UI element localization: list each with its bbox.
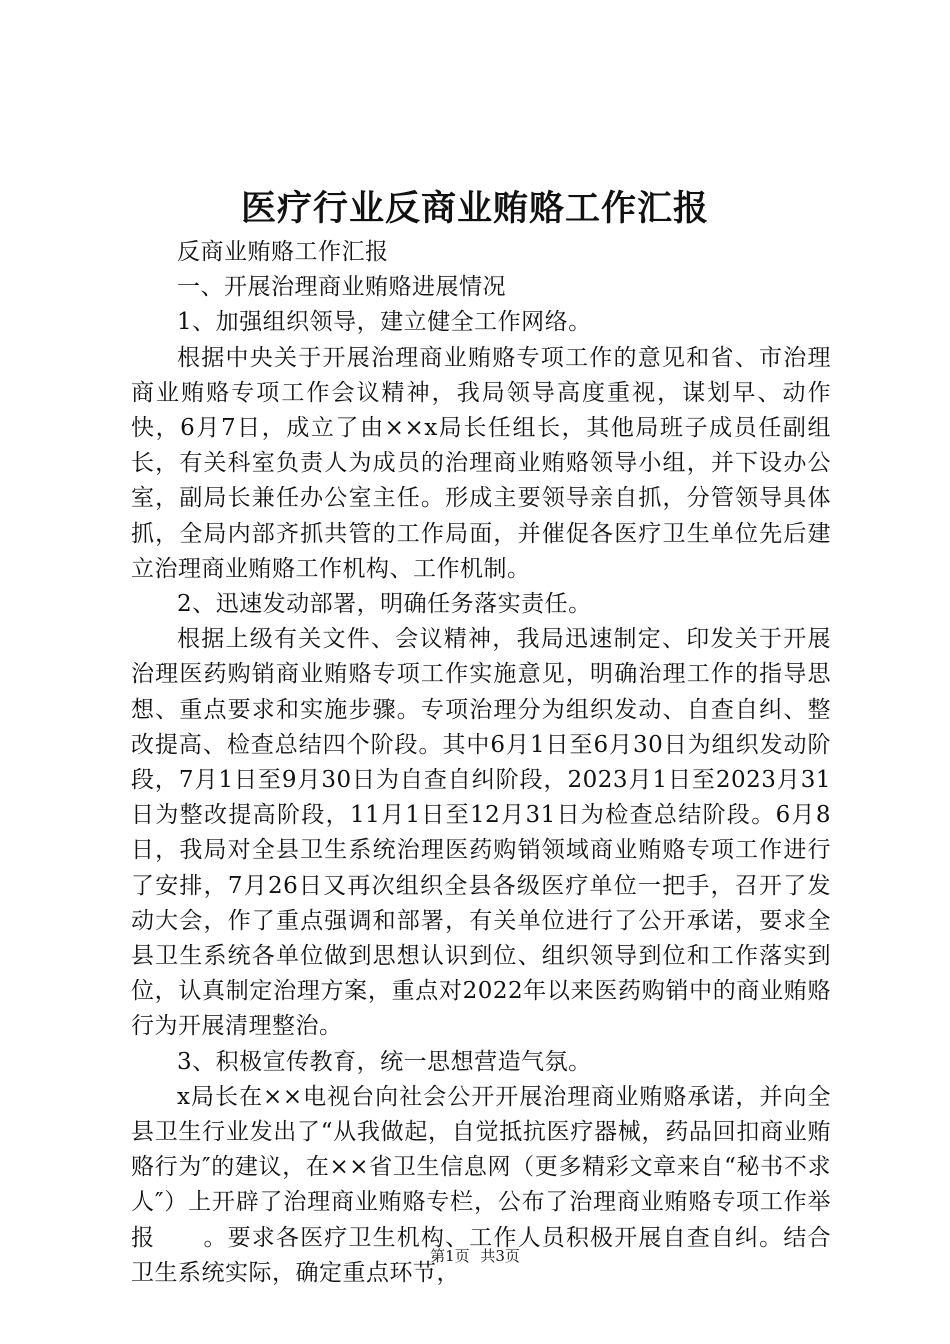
- page-count: 共3页: [480, 1247, 520, 1265]
- paragraph: x局长在××电视台向社会公开开展治理商业贿赂承诺，并向全县卫生行业发出了“从我做起，自觉抵抗医疗器械，药品回扣商业贿赂行为″的建议，在××省卫生信息网（更多精彩文章来自“秘书不求人″）上开辟了治理商业贿赂专栏，公布了治理商业贿赂专项工作举报 。要求各医疗卫生机构、工作人员积极开展自查自纠。结合卫生系统实际，确定重点环节，: [131, 1083, 831, 1286]
- paragraph: 根据上级有关文件、会议精神，我局迅速制定、印发关于开展治理医药购销商业贿赂专项工作实施意见，明确治理工作的指导思想、重点要求和实施步骤。专项治理分为组织发动、自查自纠、整改提高、检查总结四个阶段。其中6月1日至6月30日为组织发动阶段，7月1日至9月30日为自查自纠阶段，2023月1日至2023月31日为整改提高阶段，11月1日至12月31日为检查总结阶段。6月8日，我局对全县卫生系统治理医药购销领域商业贿赂专项工作进行了安排，7月26日又再次组织全县各级医疗单位一把手，召开了发动大会，作了重点强调和部署，有关单位进行了公开承诺，要求全县卫生系统各单位做到思想认识到位、组织领导到位和工作落实到位，认真制定治理方案，重点对2022年以来医药购销中的商业贿赂行为开展清理整治。: [131, 626, 831, 1040]
- paragraph: 2、迅速发动部署，明确任务落实责任。: [177, 591, 592, 618]
- paragraph: 3、积极宣传教育，统一思想营造气氛。: [177, 1048, 592, 1075]
- paragraph: 根据中央关于开展治理商业贿赂专项工作的意见和省、市治理商业贿赂专项工作会议精神，我局领导高度重视，谋划早、动作快，6月7日，成立了由××x局长任组长，其他局班子成员任副组长，有关科室负责人为成员的治理商业贿赂领导小组，并下设办公室，副局长兼任办公室主任。形成主要领导亲自抓，分管领导具体抓，全局内部齐抓共管的工作局面，并催促各医疗卫生单位先后建立治理商业贿赂工作机构、工作机制。: [131, 344, 831, 582]
- paragraph: 1、加强组织领导，建立健全工作网络。: [177, 309, 592, 336]
- page-number: 第1页: [430, 1247, 470, 1265]
- document-body: [131, 235, 831, 1291]
- page-footer: [0, 1246, 950, 1266]
- paragraph: 反商业贿赂工作汇报: [177, 239, 389, 265]
- document-title: 医疗行业反商业贿赂工作汇报: [240, 188, 709, 229]
- paragraph: 一、开展治理商业贿赂进展情况: [177, 274, 506, 301]
